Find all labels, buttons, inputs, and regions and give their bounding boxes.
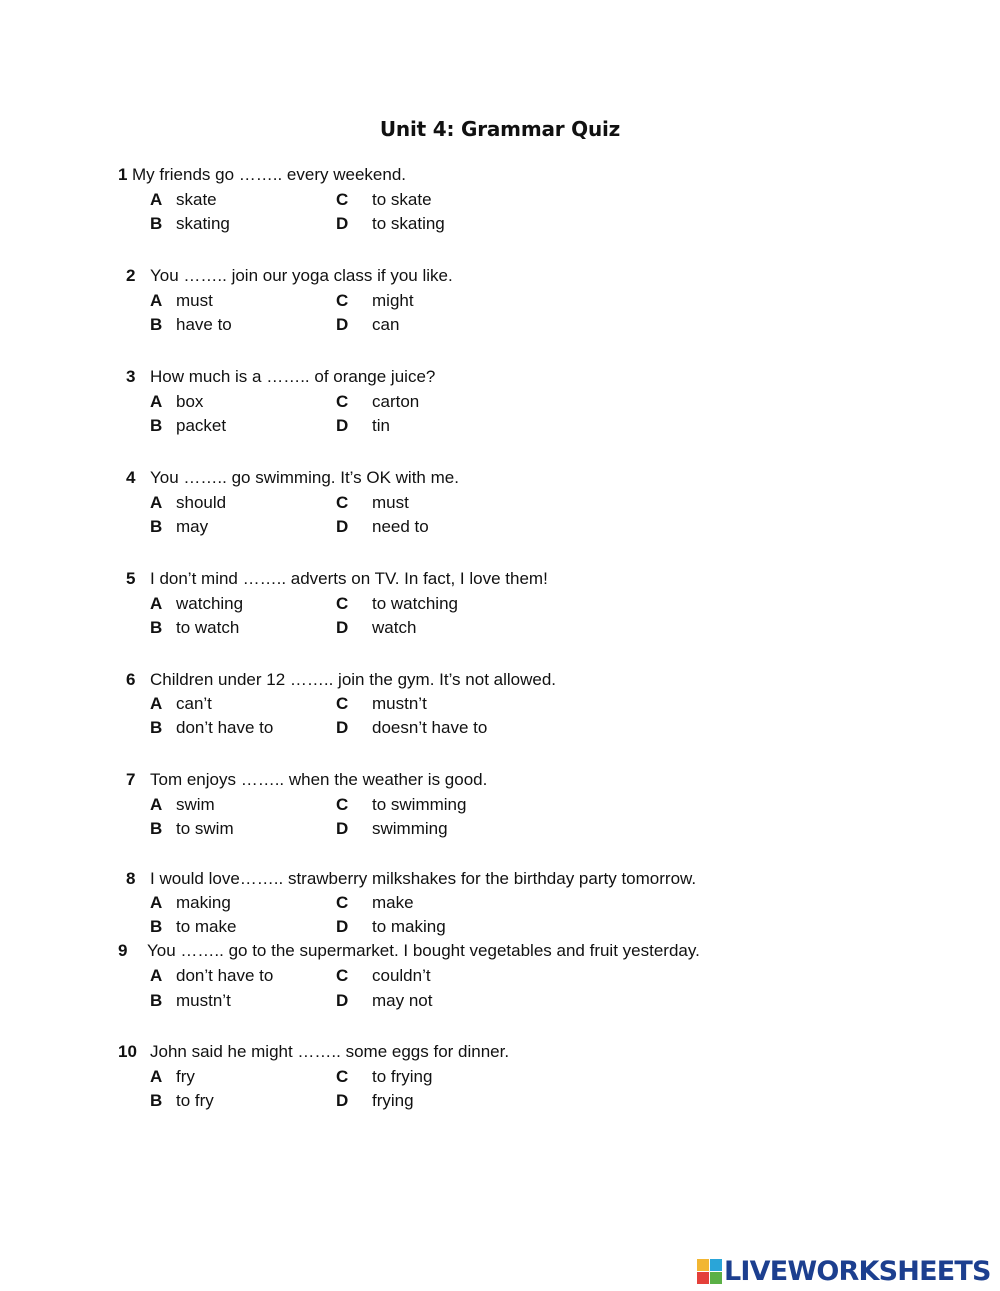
question-number: 1 xyxy=(118,165,128,184)
option-text: fry xyxy=(176,1067,195,1086)
question-stem: I don’t mind …….. adverts on TV. In fact, I love them! xyxy=(150,569,548,588)
option-text: skating xyxy=(176,214,230,233)
question-stem: My friends go …….. every weekend. xyxy=(132,165,407,184)
option-text: to watch xyxy=(176,618,240,637)
question-number: 10 xyxy=(118,1042,137,1061)
option-letter: B xyxy=(150,416,163,435)
option-letter: D xyxy=(336,618,349,637)
question-number: 7 xyxy=(126,770,136,789)
option-letter: A xyxy=(150,966,163,985)
option-text: to skate xyxy=(372,190,432,209)
question-stem: John said he might …….. some eggs for dinner. xyxy=(150,1042,510,1061)
option-letter: D xyxy=(336,1091,349,1110)
option-text: packet xyxy=(176,416,227,435)
option-letter: D xyxy=(336,416,349,435)
option-text: must xyxy=(176,291,213,310)
logo-text: LIVEWORKSHEETS xyxy=(724,1255,991,1287)
option-letter: C xyxy=(336,291,349,310)
option-text: mustn’t xyxy=(176,991,231,1010)
option-letter: B xyxy=(150,315,163,334)
question-stem: How much is a …….. of orange juice? xyxy=(150,367,436,386)
option-text: must xyxy=(372,493,409,512)
question-number: 4 xyxy=(126,468,136,487)
question-stem: Children under 12 …….. join the gym. It’s not allowed. xyxy=(150,670,557,689)
logo-block-l xyxy=(697,1259,709,1271)
question-stem: You …….. go swimming. It’s OK with me. xyxy=(150,468,459,487)
option-text: to skating xyxy=(372,214,445,233)
option-text: mustn’t xyxy=(372,694,427,713)
option-letter: C xyxy=(336,893,349,912)
option-text: can xyxy=(372,315,400,334)
option-text: don’t have to xyxy=(176,966,274,985)
option-text: make xyxy=(372,893,414,912)
option-letter: B xyxy=(150,1091,163,1110)
option-letter: B xyxy=(150,517,163,536)
option-text: swimming xyxy=(372,819,448,838)
option-text: watching xyxy=(176,594,244,613)
option-text: might xyxy=(372,291,414,310)
option-letter: C xyxy=(336,795,349,814)
logo-block-v xyxy=(697,1272,709,1284)
option-letter: B xyxy=(150,214,163,233)
option-text: to watching xyxy=(372,594,458,613)
option-letter: A xyxy=(150,594,163,613)
option-text: should xyxy=(176,493,227,512)
option-text: box xyxy=(176,392,204,411)
option-letter: A xyxy=(150,893,163,912)
option-letter: A xyxy=(150,190,163,209)
option-letter: B xyxy=(150,991,163,1010)
option-letter: A xyxy=(150,694,163,713)
option-text: to fry xyxy=(176,1091,214,1110)
question-stem: Tom enjoys …….. when the weather is good. xyxy=(150,770,488,789)
option-letter: A xyxy=(150,291,163,310)
option-text: swim xyxy=(176,795,215,814)
option-letter: D xyxy=(336,917,349,936)
question-stem: I would love…….. strawberry milkshakes for the birthday party tomorrow. xyxy=(150,869,697,888)
option-text: to frying xyxy=(372,1067,433,1086)
option-text: making xyxy=(176,893,231,912)
question-number: 6 xyxy=(126,670,136,689)
option-text: can’t xyxy=(176,694,212,713)
question-number: 9 xyxy=(118,941,128,960)
logo-blocks-icon xyxy=(697,1259,722,1284)
option-text: to making xyxy=(372,917,446,936)
page-title: Unit 4: Grammar Quiz xyxy=(379,117,621,141)
option-letter: D xyxy=(336,718,349,737)
option-letter: C xyxy=(336,594,349,613)
option-text: need to xyxy=(372,517,429,536)
option-text: may xyxy=(176,517,209,536)
question-number: 5 xyxy=(126,569,136,588)
liveworksheets-logo[interactable] xyxy=(697,1254,991,1288)
option-letter: A xyxy=(150,795,163,814)
question-number: 8 xyxy=(126,869,136,888)
option-letter: B xyxy=(150,819,163,838)
option-letter: C xyxy=(336,966,349,985)
option-letter: D xyxy=(336,214,349,233)
question-stem: You …….. go to the supermarket. I bought vegetables and fruit yesterday. xyxy=(147,941,700,960)
option-letter: C xyxy=(336,190,349,209)
option-letter: A xyxy=(150,392,163,411)
option-text: skate xyxy=(176,190,217,209)
question-number: 2 xyxy=(126,266,136,285)
option-letter: C xyxy=(336,392,349,411)
option-text: may not xyxy=(372,991,433,1010)
option-text: to make xyxy=(176,917,237,936)
option-letter: B xyxy=(150,618,163,637)
logo-block-e xyxy=(710,1272,722,1284)
option-letter: C xyxy=(336,694,349,713)
option-letter: A xyxy=(150,1067,163,1086)
option-letter: B xyxy=(150,718,163,737)
question-stem: You …….. join our yoga class if you like. xyxy=(150,266,453,285)
option-text: doesn’t have to xyxy=(372,718,488,737)
logo-block-i xyxy=(710,1259,722,1271)
option-letter: D xyxy=(336,315,349,334)
option-letter: D xyxy=(336,991,349,1010)
option-text: tin xyxy=(372,416,390,435)
option-text: don’t have to xyxy=(176,718,274,737)
option-letter: C xyxy=(336,493,349,512)
option-text: watch xyxy=(372,618,417,637)
question-number: 3 xyxy=(126,367,136,386)
option-letter: B xyxy=(150,917,163,936)
option-letter: D xyxy=(336,517,349,536)
option-text: to swim xyxy=(176,819,234,838)
option-text: to swimming xyxy=(372,795,467,814)
option-text: carton xyxy=(372,392,420,411)
option-text: couldn’t xyxy=(372,966,431,985)
option-letter: C xyxy=(336,1067,349,1086)
option-text: frying xyxy=(372,1091,414,1110)
option-letter: D xyxy=(336,819,349,838)
option-letter: A xyxy=(150,493,163,512)
option-text: have to xyxy=(176,315,232,334)
